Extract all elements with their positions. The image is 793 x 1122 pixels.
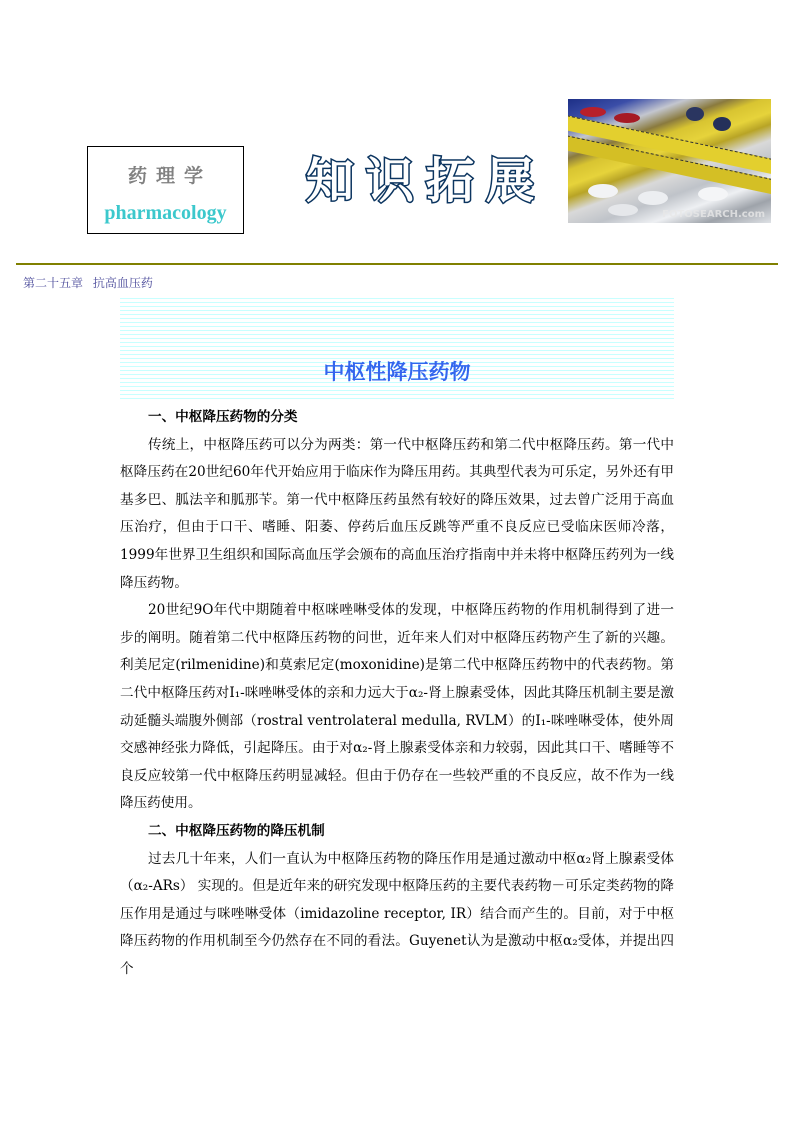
logo-english-title: pharmacology <box>104 202 227 224</box>
banner-char: 知 <box>306 153 355 209</box>
white-pill-shape <box>608 204 638 216</box>
chapter-breadcrumb <box>23 274 153 291</box>
paragraph: 过去几十年来，人们一直认为中枢降压药物的降压作用是通过激动中枢α₂肾上腺素受体（α₂-ARs） 实现的。但是近年来的研究发现中枢降压药的主要代表药物－可乐定类药物的降压作用是通过与咪唑啉受体（imidazoline receptor, IR）结合而产生的。目前，对于中枢降压药物的作用机制至今仍然存在不同的看法。Guyenet认为是激动中枢α₂受体，并提出四个 <box>120 850 674 977</box>
photo-watermark: FOTOSEARCH.com <box>662 209 765 220</box>
white-pill-shape <box>638 191 668 205</box>
article-title: 中枢性降压药物 <box>323 360 471 384</box>
logo-box <box>87 146 244 234</box>
banner-char: 展 <box>486 153 535 209</box>
header-divider <box>16 263 778 265</box>
white-pill-shape <box>698 187 728 201</box>
title-banner <box>120 298 674 400</box>
banner-title-knowledge-extension <box>306 148 534 214</box>
paragraph: 20世纪9O年代中期随着中枢咪唑啉受体的发现，中枢降压药物的作用机制得到了进一步的阐明。随着第二代中枢降压药物的问世，近年来人们对中枢降压药物产生了新的兴趣。利美尼定(rilmenidine)和莫索尼定(moxonidine)是第二代中枢降压药物中的代表药物。第二代中枢降压药对I₁-咪唑啉受体的亲和力远大于α₂-肾上腺素受体，因此其降压机制主要是激动延髓头端腹外侧部（rostral ventrolateral medulla, RVLM）的I₁-咪唑啉受体，使外周交感神经张力降低，引起降压。由于对α₂-肾上腺素受体亲和力较弱，因此其口干、嗜睡等不良反应较第一代中枢降压药明显减轻。但由于仍存在一些较严重的不良反应，故不作为一线降压药使用。 <box>120 602 674 812</box>
red-pill-shape <box>580 107 606 117</box>
logo-chinese-title: 药理学 <box>127 165 212 187</box>
section-heading: 一、中枢降压药物的分类 <box>148 409 298 425</box>
dark-pill-shape <box>686 107 704 121</box>
banner-char: 识 <box>366 153 415 209</box>
paragraph: 传统上，中枢降压药可以分为两类：第一代中枢降压药和第二代中枢降压药。第一代中枢降压药在20世纪60年代开始应用于临床作为降压用药。其典型代表为可乐定，另外还有甲基多巴、胍法辛和胍那苄。第一代中枢降压药虽然有较好的降压效果，过去曾广泛用于高血压治疗，但由于口干、嗜睡、阳萎、停药后血压反跳等严重不良反应已受临床医师冷落，1999年世界卫生组织和国际高血压学会颁布的高血压治疗指南中并未将中枢降压药列为一线降压药物。 <box>120 436 674 591</box>
dark-pill-shape <box>713 117 731 131</box>
article-body <box>120 404 674 983</box>
section-heading: 二、中枢降压药物的降压机制 <box>148 822 325 839</box>
white-pill-shape <box>588 184 618 198</box>
banner-char: 拓 <box>426 153 475 209</box>
chapter-name: 抗高血压药 <box>92 276 153 290</box>
red-pill-shape <box>614 113 640 123</box>
chapter-number: 第二十五章 <box>23 276 84 290</box>
medicine-blister-packs-photo <box>568 99 771 223</box>
